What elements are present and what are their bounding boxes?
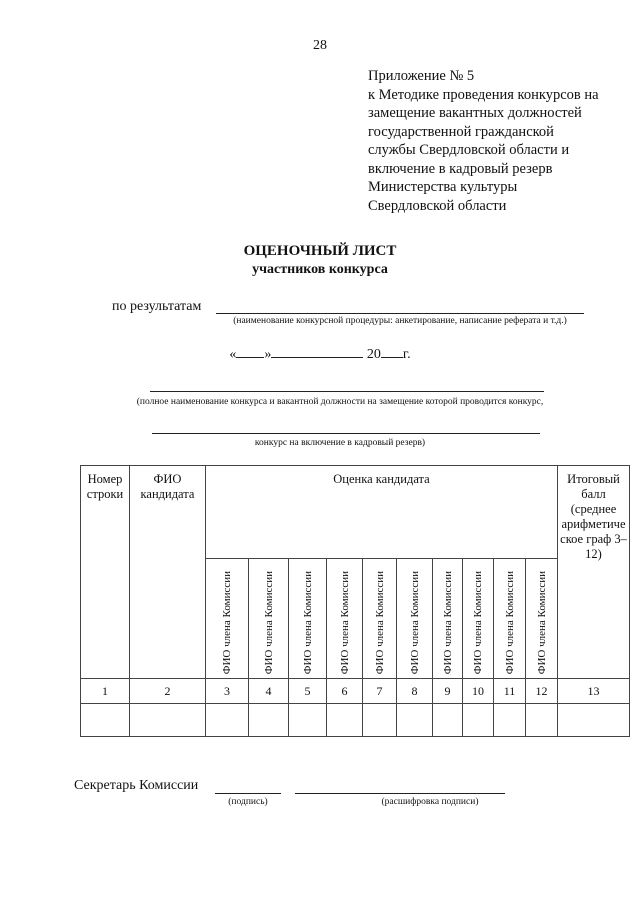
date-month-field[interactable] [271,345,363,358]
header-member-2 [249,559,289,679]
table-cell[interactable] [433,704,463,737]
results-line[interactable] [216,313,584,314]
date-line [0,345,640,363]
secretary-label: Секретарь Комиссии [74,778,199,793]
header-member-8 [463,559,494,679]
results-caption: (наименование конкурсной процедуры: анкетирование, написание реферата и т.д.) [233,316,567,326]
date-close-quote: » [264,347,272,362]
member-label: ФИО члена Комиссии [221,570,233,674]
signature-line[interactable] [215,793,281,794]
member-label: ФИО члена Комиссии [441,570,454,674]
signature-caption: (подпись) [228,797,268,807]
appendix-line: Приложение № 5 [368,68,475,84]
appendix-line: замещение вакантных должностей [368,105,582,121]
appendix-line: службы Свердловской области и [368,142,570,158]
table-cell[interactable] [130,704,206,737]
table-cell[interactable] [206,704,249,737]
column-number: 7 [363,679,397,704]
date-year-prefix: 20 [366,347,381,362]
page-number: 28 [313,38,327,53]
member-label: ФИО члена Комиссии [262,570,275,674]
table-cell[interactable] [289,704,327,737]
column-number: 10 [463,679,494,704]
column-number: 9 [433,679,463,704]
contest-caption-2: конкурс на включение в кадровый резерв) [254,438,426,448]
table-cell[interactable] [558,704,630,737]
header-total-score: Итоговый балл (среднее арифметиче ское граф 3–12) [558,466,630,679]
results-label: по результатам [112,299,202,314]
table-cell[interactable] [81,704,130,737]
date-open-quote: « [229,347,237,362]
table-cell[interactable] [249,704,289,737]
header-candidate-name: ФИО кандидата [130,466,206,679]
appendix-line: к Методике проведения конкурсов на [368,86,599,103]
table-cell[interactable] [363,704,397,737]
column-number: 5 [289,679,327,704]
column-number-row [81,679,630,704]
appendix-line: Министерства культуры [368,179,518,195]
date-day-field[interactable] [236,345,264,358]
contest-caption-1: (полное наименование конкурса и вакантной должности на замещение которой проводится конкурс, [136,397,544,407]
member-label: ФИО члена Комиссии [373,570,386,674]
header-member-5 [363,559,397,679]
member-label: ФИО члена Комиссии [503,570,516,674]
column-number: 11 [494,679,526,704]
signature-decode-caption: (расшифровка подписи) [381,797,479,807]
column-number: 12 [526,679,558,704]
column-number: 4 [249,679,289,704]
table-cell[interactable] [494,704,526,737]
contest-name-line[interactable] [150,391,544,392]
table-cell[interactable] [327,704,363,737]
member-label: ФИО члена Комиссии [472,570,484,674]
column-number: 6 [327,679,363,704]
header-member-3 [289,559,327,679]
column-number: 3 [206,679,249,704]
header-member-6 [397,559,433,679]
header-member-4 [327,559,363,679]
column-number: 13 [558,679,630,704]
header-member-7 [433,559,463,679]
appendix-line: государственной гражданской [368,123,554,140]
date-year-suffix: г. [402,347,411,362]
contest-name-line-2[interactable] [152,433,540,434]
date-year-field[interactable] [381,345,403,358]
signature-decode-line[interactable] [295,793,505,794]
header-member-10 [526,559,558,679]
appendix-block [368,67,599,215]
table-row [81,704,630,737]
column-number: 8 [397,679,433,704]
column-number: 1 [81,679,130,704]
appendix-line: Свердловской области [368,197,507,214]
member-label: ФИО члена Комиссии [338,570,351,674]
header-assessment: Оценка кандидата [206,466,558,559]
member-label: ФИО члена Комиссии [408,570,421,674]
document-title: ОЦЕНОЧНЫЙ ЛИСТ [243,243,397,259]
assessment-table [80,465,630,737]
table-cell[interactable] [463,704,494,737]
header-row-number: Номер строки [81,466,130,679]
document-subtitle: участников конкурса [252,262,388,277]
column-number: 2 [130,679,206,704]
appendix-line: включение в кадровый резерв [368,160,553,177]
table-cell[interactable] [526,704,558,737]
table-cell[interactable] [397,704,433,737]
header-member-9 [494,559,526,679]
header-member-1 [206,559,249,679]
member-label: ФИО члена Комиссии [301,570,314,674]
member-label: ФИО члена Комиссии [535,570,548,674]
